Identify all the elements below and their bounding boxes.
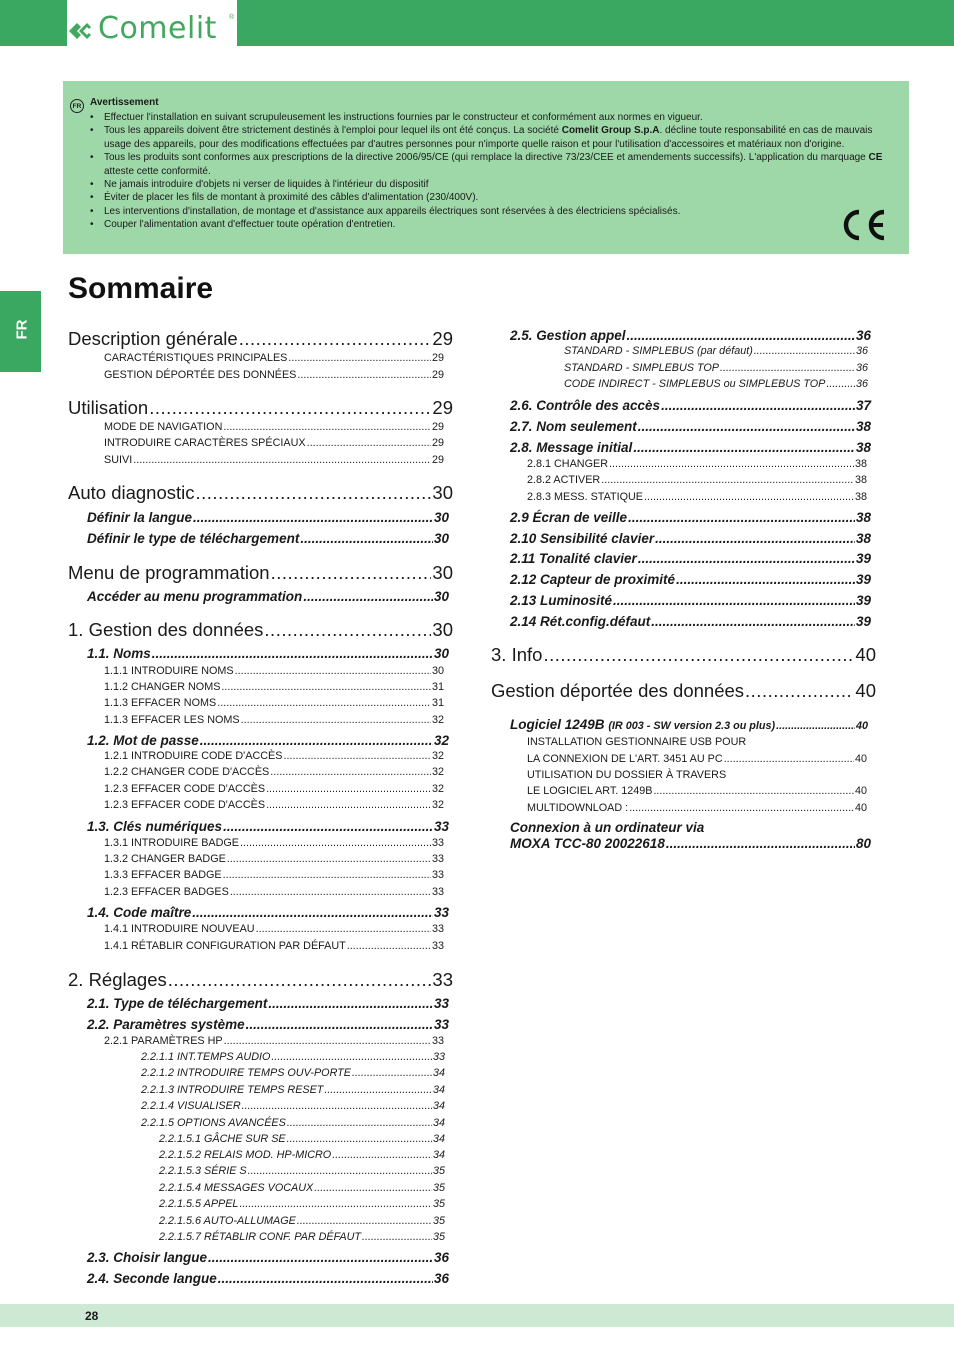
toc-entry-page: 32 — [431, 766, 444, 778]
toc-entry[interactable] — [87, 818, 449, 836]
toc-entry-label: 2.11 Tonalité clavier — [510, 551, 637, 566]
toc-entry-label: CODE INDIRECT - SIMPLEBUS ou SIMPLEBUS TOP — [564, 378, 826, 390]
toc-entry-page: 30 — [433, 510, 449, 525]
toc-entry[interactable] — [510, 550, 871, 568]
toc-entry-page: 39 — [855, 614, 871, 629]
toc-entry-label: 2.2.1.1 INT.TEMPS AUDIO — [141, 1051, 271, 1063]
toc-leader-dots — [754, 344, 855, 358]
toc-entry-label: SUIVI — [104, 454, 133, 466]
toc-leader-dots — [633, 439, 855, 457]
toc-entry-label: CARACTÉRISTIQUES PRINCIPALES — [104, 352, 288, 364]
toc-software-line3: UTILISATION DU DOSSIER À TRAVERS — [527, 769, 727, 781]
toc-leader-dots — [239, 327, 432, 351]
toc-software-line4[interactable]: LE LOGICIEL ART. 1249B ..... 40 — [527, 784, 867, 798]
toc-leader-dots — [266, 798, 431, 812]
toc-entry-page: 38 — [855, 440, 871, 455]
toc-entry-page: 35 — [432, 1165, 445, 1177]
toc-entry[interactable] — [68, 561, 453, 585]
toc-entry-label: MODE DE NAVIGATION — [104, 421, 223, 433]
toc-entry[interactable] — [104, 798, 444, 812]
toc-entry-label: 1.2.3 EFFACER CODE D'ACCÈS — [104, 799, 266, 811]
toc-entry-page: 29 — [431, 437, 444, 449]
toc-leader-dots — [655, 530, 855, 548]
toc-entry-page: 37 — [855, 398, 871, 413]
toc-entry-label: Auto diagnostic — [68, 482, 195, 503]
toc-entry[interactable] — [87, 1016, 449, 1034]
toc-leader-dots — [221, 680, 431, 694]
toc-entry-label: Définir la langue — [87, 510, 193, 525]
page-number: 28 — [85, 1309, 99, 1323]
toc-leader-dots — [218, 1270, 433, 1288]
toc-entry-page: 36 — [855, 328, 871, 343]
toc-entry[interactable] — [159, 1132, 445, 1146]
toc-leader-dots — [149, 396, 431, 420]
toc-entry-label: 2.8.1 CHANGER — [527, 458, 609, 470]
toc-leader-dots — [287, 1132, 432, 1146]
toc-leader-dots — [297, 368, 431, 382]
toc-entry-page: 36 — [855, 362, 868, 374]
toc-entry[interactable] — [68, 481, 453, 505]
toc-entry-page: 36 — [433, 1250, 449, 1265]
toc-leader-dots — [283, 749, 431, 763]
toc-leader-dots — [644, 490, 854, 504]
toc-entry-page: 33 — [431, 869, 444, 881]
toc-entry-page: 33 — [431, 837, 444, 849]
toc-entry[interactable] — [104, 664, 444, 678]
toc-entry-page: 39 — [855, 572, 871, 587]
toc-entry-label: 2.2.1.5 OPTIONS AVANCÉES — [141, 1117, 286, 1129]
toc-entry[interactable] — [564, 361, 868, 375]
toc-entry[interactable] — [141, 1050, 445, 1064]
toc-entry-label: 2.8.3 MESS. STATIQUE — [527, 491, 643, 503]
toc-leader-dots — [362, 1230, 432, 1244]
toc-entry[interactable] — [104, 368, 444, 382]
toc-entry-label: 1.4. Code maître — [87, 905, 192, 920]
toc-entry-page: 30 — [433, 589, 449, 604]
toc-leader-dots — [826, 377, 855, 391]
toc-entry-page: 33 — [431, 923, 444, 935]
toc-leader-dots — [168, 968, 432, 992]
toc-entry[interactable] — [510, 418, 871, 436]
toc-entry-label: INTRODUIRE CARACTÈRES SPÉCIAUX — [104, 437, 306, 449]
toc-leader-dots — [745, 679, 854, 703]
toc-entry-page: 38 — [854, 491, 867, 503]
toc-entry-page: 34 — [432, 1117, 445, 1129]
toc-entry-page: 35 — [432, 1182, 445, 1194]
toc-entry[interactable] — [87, 995, 449, 1013]
toc-entry[interactable] — [510, 327, 871, 345]
toc-entry[interactable] — [491, 643, 876, 667]
toc-leader-dots — [152, 645, 433, 663]
toc-entry-page: 35 — [432, 1215, 445, 1227]
toc-leader-dots — [661, 397, 855, 415]
toc-entry-software[interactable]: Logiciel 1249B (IR 003 - SW version 2.3 ou plus) ..... 40 — [510, 716, 868, 734]
toc-entry-label: 1. Gestion des données — [68, 619, 264, 640]
toc-entry-label: 1.3.1 INTRODUIRE BADGE — [104, 837, 239, 849]
toc-entry-page: 33 — [431, 886, 444, 898]
toc-entry-page: 30 — [432, 482, 453, 503]
toc-leader-dots — [246, 1016, 433, 1034]
toc-entry-label: 1.4.1 RÉTABLIR CONFIGURATION PAR DÉFAUT — [104, 940, 346, 952]
toc-entry-label: 2. Réglages — [68, 969, 167, 990]
toc-leader-dots — [256, 922, 431, 936]
toc-entry[interactable] — [87, 1270, 449, 1288]
toc-entry-page: 33 — [433, 996, 449, 1011]
toc-entry[interactable] — [510, 592, 871, 610]
toc-leader-dots — [287, 1116, 432, 1130]
toc-entry-label: 2.2.1.5.3 SÉRIE S — [159, 1165, 247, 1177]
toc-entry-page: 38 — [854, 474, 867, 486]
toc-software-line5[interactable]: MULTIDOWNLOAD : ..... 40 — [527, 801, 867, 815]
toc-entry-label: 2.8. Message initial — [510, 440, 633, 455]
toc-entry[interactable] — [104, 713, 444, 727]
warning-item: • Tous les produits sont conformes aux prescriptions de la directive 2006/95/CE (qui remplace la directive 73/23/CEE et amendements successifs). L'application du marquage CE atteste cette conformité. — [90, 151, 890, 178]
toc-entry-label: 1.3.3 EFFACER BADGE — [104, 869, 222, 881]
toc-entry[interactable] — [68, 618, 453, 642]
toc-entry[interactable] — [104, 749, 444, 763]
toc-leader-dots — [196, 481, 432, 505]
toc-entry-label: 3. Info — [491, 644, 543, 665]
toc-entry-label: 2.2.1.4 VISUALISER — [141, 1100, 241, 1112]
language-side-tab-label: FR — [13, 319, 31, 340]
header-bar — [0, 0, 954, 46]
toc-entry[interactable] — [68, 968, 453, 992]
toc-entry[interactable] — [104, 922, 444, 936]
toc-entry[interactable] — [564, 377, 868, 391]
toc-entry-page: 32 — [431, 750, 444, 762]
toc-leader-dots — [235, 664, 431, 678]
toc-entry-label: Description générale — [68, 328, 238, 349]
toc-entry-page: 33 — [432, 969, 453, 990]
toc-leader-dots — [609, 457, 854, 471]
toc-entry-label: 2.2.1 PARAMÈTRES HP — [104, 1035, 223, 1047]
toc-entry-label: 1.1. Noms — [87, 646, 151, 661]
toc-entry-label: 2.2.1.5.6 AUTO-ALLUMAGE — [159, 1215, 296, 1227]
toc-entry-page: 32 — [431, 783, 444, 795]
toc-entry[interactable] — [141, 1116, 445, 1130]
toc-entry-page: 33 — [432, 1051, 445, 1063]
toc-entry-page: 33 — [431, 1035, 444, 1047]
toc-entry-page: 40 — [855, 680, 876, 701]
toc-leader-dots — [242, 1099, 432, 1113]
toc-leader-dots — [651, 613, 855, 631]
toc-entry[interactable] — [104, 852, 444, 866]
toc-entry-label: STANDARD - SIMPLEBUS TOP — [564, 362, 719, 374]
toc-entry-label: 2.2. Paramètres système — [87, 1017, 245, 1032]
toc-entry[interactable] — [68, 396, 453, 420]
toc-entry-page: 29 — [431, 421, 444, 433]
toc-entry-page: 38 — [855, 510, 871, 525]
toc-entry[interactable] — [159, 1164, 445, 1178]
toc-entry-page: 31 — [431, 697, 444, 709]
toc-leader-dots — [240, 836, 431, 850]
toc-entry-label: 1.1.2 CHANGER NOMS — [104, 681, 221, 693]
toc-leader-dots — [347, 939, 431, 953]
toc-entry[interactable] — [104, 680, 444, 694]
warning-item: • Tous les appareils doivent être strictement destinés à l'emploi pour lequel ils ont été conçus. La société Comelit Group S.p.A. décline toute responsabilité en cas de mauvais usage des appareils, pour des modifications effectuées par d'autres personnes pour n'importe quelle raison et pour l'utilisation d'accessoires et matériaux non d'origine. — [90, 124, 890, 151]
toc-entry-page: 29 — [432, 397, 453, 418]
toc-leader-dots — [268, 995, 433, 1013]
toc-entry-label: 1.3. Clés numériques — [87, 819, 223, 834]
toc-entry-label: GESTION DÉPORTÉE DES DONNÉES — [104, 369, 297, 381]
toc-entry[interactable] — [104, 782, 444, 796]
toc-entry-page: 38 — [854, 458, 867, 470]
toc-leader-dots — [266, 782, 431, 796]
toc-entry-label: 2.2.1.5.7 RÉTABLIR CONF. PAR DÉFAUT — [159, 1231, 361, 1243]
toc-leader-dots — [271, 561, 432, 585]
toc-entry-label: 1.2. Mot de passe — [87, 733, 199, 748]
toc-leader-dots — [264, 618, 431, 642]
toc-entry-label: 2.10 Sensibilité clavier — [510, 531, 655, 546]
toc-leader-dots — [314, 1181, 432, 1195]
toc-entry[interactable] — [104, 1034, 444, 1048]
toc-entry-page: 33 — [431, 940, 444, 952]
toc-entry[interactable] — [104, 868, 444, 882]
toc-leader-dots — [248, 1164, 432, 1178]
toc-leader-dots — [300, 530, 433, 548]
toc-entry-label: 1.2.3 EFFACER BADGES — [104, 886, 229, 898]
toc-entry-page: 38 — [855, 419, 871, 434]
toc-entry-page: 34 — [432, 1149, 445, 1161]
toc-leader-dots — [601, 473, 854, 487]
toc-entry[interactable] — [87, 645, 449, 663]
toc-leader-dots — [200, 732, 433, 750]
toc-moxa-line1: Connexion à un ordinateur via — [510, 820, 705, 835]
toc-entry-page: 36 — [855, 345, 868, 357]
toc-entry[interactable] — [104, 836, 444, 850]
toc-entry-label: 2.1. Type de téléchargement — [87, 996, 268, 1011]
toc-entry-page: 29 — [431, 454, 444, 466]
toc-leader-dots — [638, 550, 855, 568]
toc-leader-dots — [307, 436, 431, 450]
toc-entry-label: 2.2.1.5.4 MESSAGES VOCAUX — [159, 1182, 314, 1194]
toc-leader-dots — [270, 765, 431, 779]
toc-entry-label: 1.3.2 CHANGER BADGE — [104, 853, 226, 865]
toc-leader-dots — [227, 852, 431, 866]
toc-leader-dots — [324, 1083, 432, 1097]
toc-leader-dots — [223, 868, 431, 882]
toc-entry-page: 38 — [855, 531, 871, 546]
warning-item: • Les interventions d'installation, de montage et d'assistance aux appareils électriques sont réservées à des électriciens spécialisés. — [90, 205, 890, 218]
toc-entry-page: 36 — [433, 1271, 449, 1286]
toc-entry-label: 2.6. Contrôle des accès — [510, 398, 661, 413]
toc-entry[interactable] — [159, 1230, 445, 1244]
toc-leader-dots — [241, 713, 431, 727]
warning-item: • Éviter de placer les fils de montant à proximité des câbles d'alimentation (230/400V). — [90, 191, 890, 204]
toc-leader-dots — [230, 885, 431, 899]
toc-entry-page: 40 — [855, 644, 876, 665]
toc-entry-page: 29 — [431, 352, 444, 364]
toc-entry-page: 39 — [855, 551, 871, 566]
page-title: Sommaire — [68, 272, 214, 305]
toc-entry-label: 1.4.1 INTRODUIRE NOUVEAU — [104, 923, 255, 935]
toc-leader-dots — [217, 696, 431, 710]
toc-entry-label: 2.9 Écran de veille — [510, 510, 628, 525]
toc-entry-label: 2.2.1.3 INTRODUIRE TEMPS RESET — [141, 1084, 324, 1096]
toc-entry-page: 33 — [433, 1017, 449, 1032]
toc-entry[interactable] — [159, 1148, 445, 1162]
toc-entry[interactable] — [104, 939, 444, 953]
toc-entry[interactable] — [104, 885, 444, 899]
toc-entry[interactable] — [527, 490, 867, 504]
toc-entry[interactable] — [87, 509, 449, 527]
toc-entry-label: 2.14 Rét.config.défaut — [510, 614, 651, 629]
toc-leader-dots — [223, 420, 431, 434]
toc-entry[interactable] — [104, 351, 444, 365]
toc-entry[interactable] — [527, 457, 867, 471]
toc-entry[interactable] — [159, 1181, 445, 1195]
toc-entry[interactable] — [510, 439, 871, 457]
toc-entry[interactable] — [87, 530, 449, 548]
toc-entry-page: 39 — [855, 593, 871, 608]
brand-registered: ® — [229, 14, 235, 21]
toc-entry-page: 34 — [432, 1084, 445, 1096]
toc-entry[interactable] — [510, 509, 871, 527]
toc-leader-dots — [352, 1066, 432, 1080]
toc-leader-dots — [628, 509, 855, 527]
warning-list — [90, 111, 890, 232]
toc-entry-page: 34 — [432, 1100, 445, 1112]
toc-entry-label: 2.2.1.5.5 APPEL — [159, 1198, 239, 1210]
toc-entry-label: 2.3. Choisir langue — [87, 1250, 208, 1265]
toc-entry-label: 2.2.1.5.2 RELAIS MOD. HP-MICRO — [159, 1149, 332, 1161]
language-badge: FR — [70, 99, 84, 113]
toc-entry-moxa[interactable]: MOXA TCC-80 20022618 ..... 80 — [510, 835, 871, 853]
toc-leader-dots — [208, 1249, 433, 1267]
brand-logo — [67, 0, 237, 46]
toc-leader-dots — [303, 588, 433, 606]
toc-entry-label: 2.8.2 ACTIVER — [527, 474, 601, 486]
toc-entry-label: STANDARD - SIMPLEBUS (par défaut) — [564, 345, 753, 357]
toc-leader-dots — [676, 571, 855, 589]
toc-entry[interactable] — [141, 1099, 445, 1113]
toc-entry[interactable] — [68, 327, 453, 351]
toc-entry[interactable] — [527, 473, 867, 487]
comelit-mark-icon — [69, 19, 97, 43]
toc-entry-page: 29 — [431, 369, 444, 381]
toc-entry[interactable] — [159, 1197, 445, 1211]
toc-entry[interactable] — [141, 1066, 445, 1080]
toc-entry-page: 35 — [432, 1198, 445, 1210]
toc-entry[interactable] — [104, 765, 444, 779]
warning-title: Avertissement — [90, 97, 159, 108]
toc-entry[interactable] — [104, 453, 444, 467]
toc-entry-label: 1.1.1 INTRODUIRE NOMS — [104, 665, 234, 677]
warning-box — [63, 81, 909, 254]
toc-entry-page: 36 — [855, 378, 868, 390]
brand-name: Comelit — [98, 11, 217, 46]
toc-entry-label: 2.4. Seconde langue — [87, 1271, 217, 1286]
toc-leader-dots — [192, 904, 433, 922]
toc-entry-page: 32 — [431, 714, 444, 726]
toc-entry-page: 34 — [432, 1067, 445, 1079]
toc-entry-page: 31 — [431, 681, 444, 693]
language-side-tab — [0, 291, 41, 372]
toc-leader-dots — [288, 351, 431, 365]
toc-entry-page: 29 — [432, 328, 453, 349]
toc-entry[interactable] — [87, 732, 449, 750]
toc-entry-page: 30 — [432, 619, 453, 640]
toc-entry-label: 1.2.2 CHANGER CODE D'ACCÈS — [104, 766, 270, 778]
toc-entry-label: 1.2.1 INTRODUIRE CODE D'ACCÈS — [104, 750, 283, 762]
toc-entry-page: 33 — [431, 853, 444, 865]
toc-entry-label: 2.5. Gestion appel — [510, 328, 626, 343]
toc-leader-dots — [638, 418, 855, 436]
toc-leader-dots — [223, 818, 433, 836]
toc-entry[interactable] — [491, 679, 876, 703]
toc-entry-label: 2.7. Nom seulement — [510, 419, 637, 434]
toc-leader-dots — [720, 361, 855, 375]
toc-entry-label: Menu de programmation — [68, 562, 270, 583]
toc-entry-label: Utilisation — [68, 397, 149, 418]
toc-entry-label: Accéder au menu programmation — [87, 589, 303, 604]
toc-entry-label: 2.12 Capteur de proximité — [510, 572, 676, 587]
toc-entry-page: 30 — [433, 531, 449, 546]
toc-entry-page: 30 — [433, 646, 449, 661]
toc-entry-page: 32 — [433, 733, 449, 748]
toc-entry-label: 2.13 Luminosité — [510, 593, 613, 608]
toc-leader-dots — [224, 1034, 431, 1048]
toc-entry[interactable] — [87, 588, 449, 606]
toc-leader-dots — [193, 509, 433, 527]
toc-leader-dots — [543, 643, 854, 667]
toc-software-line2[interactable]: LA CONNEXION DE L'ART. 3451 AU PC ..... 40 — [527, 752, 867, 766]
toc-entry[interactable] — [104, 696, 444, 710]
warning-item: • Effectuer l'installation en suivant scrupuleusement les instructions fournies par le constructeur et conformément aux normes en vigueur. — [90, 111, 890, 124]
toc-entry[interactable] — [141, 1083, 445, 1097]
toc-entry-page: 34 — [432, 1133, 445, 1145]
toc-leader-dots — [613, 592, 855, 610]
toc-leader-dots — [271, 1050, 432, 1064]
toc-entry-page: 33 — [433, 905, 449, 920]
warning-item: • Couper l'alimentation avant d'effectuer toute opération d'entretien. — [90, 218, 890, 231]
toc-leader-dots — [239, 1197, 432, 1211]
toc-entry-label: 1.1.3 EFFACER NOMS — [104, 697, 217, 709]
toc-entry-label: 2.2.1.2 INTRODUIRE TEMPS OUV-PORTE — [141, 1067, 351, 1079]
toc-entry-label: 1.1.3 EFFACER LES NOMS — [104, 714, 240, 726]
ce-mark-icon — [839, 208, 887, 242]
toc-entry[interactable] — [87, 904, 449, 922]
toc-entry[interactable] — [510, 571, 871, 589]
toc-entry[interactable] — [87, 1249, 449, 1267]
toc-entry[interactable] — [510, 530, 871, 548]
toc-entry[interactable] — [104, 420, 444, 434]
toc-leader-dots — [133, 453, 431, 467]
toc-entry-page: 30 — [431, 665, 444, 677]
toc-leader-dots — [332, 1148, 432, 1162]
toc-entry[interactable] — [510, 613, 871, 631]
warning-item: • Ne jamais introduire d'objets ni verser de liquides à l'intérieur du dispositif — [90, 178, 890, 191]
toc-entry-page: 32 — [431, 799, 444, 811]
toc-entry-page: 33 — [433, 819, 449, 834]
toc-entry[interactable] — [104, 436, 444, 450]
toc-entry-page: 35 — [432, 1231, 445, 1243]
toc-entry[interactable] — [510, 397, 871, 415]
toc-software-line1: INSTALLATION GESTIONNAIRE USB POUR — [527, 736, 747, 748]
toc-entry-page: 30 — [432, 562, 453, 583]
toc-entry-label: Gestion déportée des données — [491, 680, 745, 701]
footer-bar — [0, 1304, 954, 1327]
toc-entry[interactable] — [159, 1214, 445, 1228]
toc-leader-dots — [627, 327, 855, 345]
toc-entry-label: Définir le type de téléchargement — [87, 531, 300, 546]
toc-entry-label: 2.2.1.5.1 GÂCHE SUR SE — [159, 1133, 286, 1145]
toc-leader-dots — [297, 1214, 432, 1228]
toc-entry[interactable] — [564, 344, 868, 358]
toc-entry-label: 1.2.3 EFFACER CODE D'ACCÈS — [104, 783, 266, 795]
